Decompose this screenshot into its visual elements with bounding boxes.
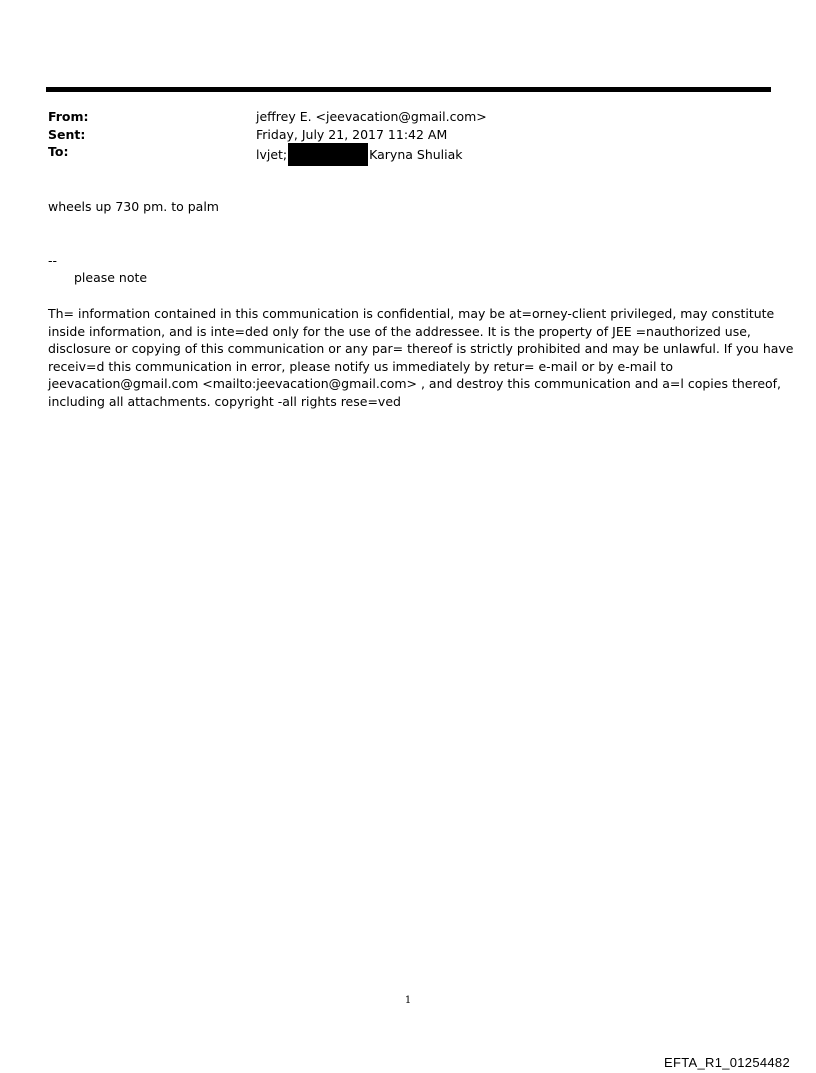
sent-row <box>48 126 768 144</box>
to-recipient-last: Karyna Shuliak <box>369 147 463 162</box>
sent-label: Sent: <box>48 126 86 142</box>
document-id: EFTA_R1_01254482 <box>664 1055 790 1070</box>
redaction-block <box>288 143 368 166</box>
email-header <box>48 108 768 161</box>
header-divider <box>46 87 771 92</box>
message-text: wheels up 730 pm. to palm <box>48 199 219 214</box>
to-row <box>48 143 768 161</box>
confidentiality-disclaimer <box>48 305 794 410</box>
from-label: From: <box>48 109 89 124</box>
from-value: jeffrey E. <jeevacation@gmail.com> <box>256 109 487 124</box>
disclaimer-line: jeevacation@gmail.com <mailto:jeevacation@gmail.com> , and destroy this communication and a=l copies thereof, <box>48 376 782 391</box>
signature-note: please note <box>74 270 148 285</box>
to-recipient-first: lvjet; <box>256 147 288 162</box>
disclaimer-line: Th= information contained in this communication is confidential, may be at=orney-client privileged, may constitute <box>48 306 775 321</box>
sent-value: Friday, July 21, 2017 11:42 AM <box>256 126 448 142</box>
disclaimer-line: including all attachments. copyright -all rights rese=ved <box>48 393 401 409</box>
disclaimer-line: disclosure or copying of this communication or any par= thereof is strictly prohibited and may be unlawful. If you have <box>48 341 794 356</box>
disclaimer-line: receiv=d this communication in error, please notify us immediately by retur= e-mail or by e-mail to <box>48 358 674 374</box>
from-row <box>48 108 768 126</box>
page-number: 1 <box>404 995 412 1006</box>
to-label: To: <box>48 144 69 159</box>
disclaimer-line: inside information, and is inte=ded only for the use of the addressee. It is the property of JEE =nauthorized use, <box>48 323 751 339</box>
signature-separator: -- <box>48 253 58 268</box>
to-value <box>256 143 463 166</box>
